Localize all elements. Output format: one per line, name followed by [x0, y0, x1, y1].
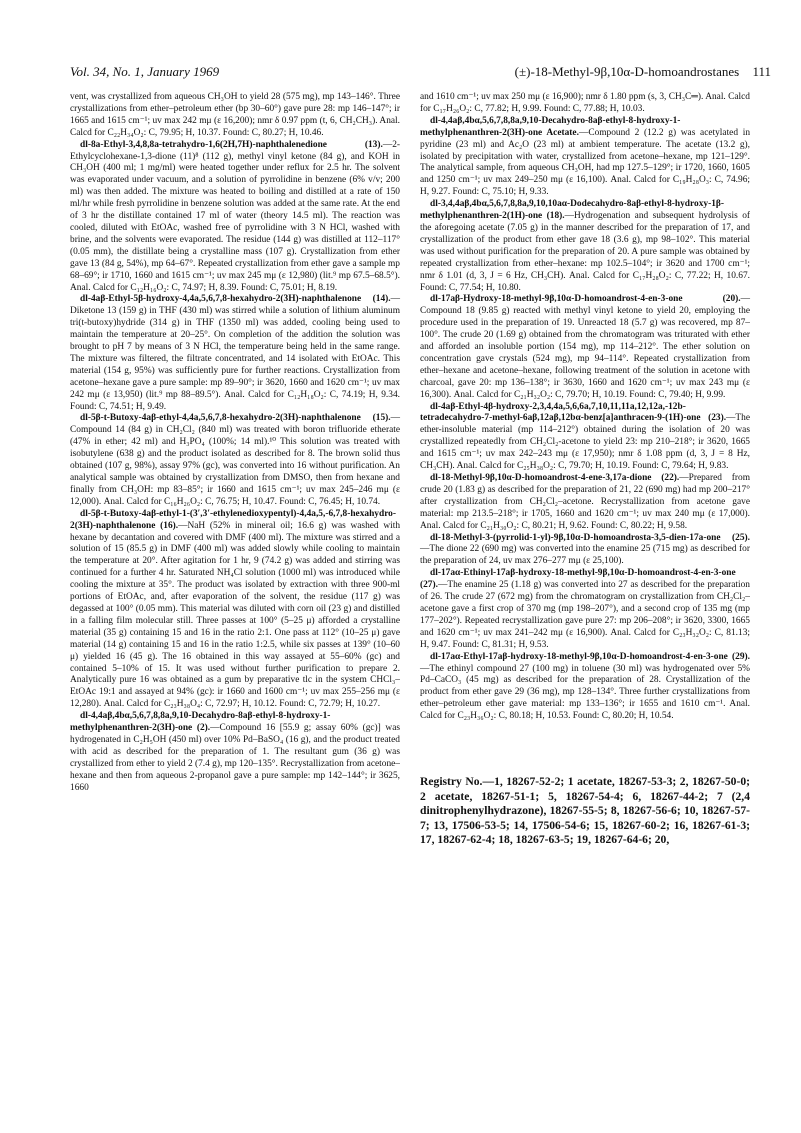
paragraph-text: —2-Ethylcyclohexane-1,3-dione (11)⁸ (112 g), methyl vinyl ketone (84 g), and KOH in CH₃OH (400 ml; 1 mg/ml) were heated together under reflux for 2.5 hr. The solvent was evaporated under vacuum, and a solution of pyrrolidine in benzene (6% v/v; 200 ml) was then added. The mixture was heated to boiling and distilled at a rate of 150 ml/hr while fresh pyrrolidine in benzene solution was added at the same rate. At the end of 3 hr the distillate contained 17 ml of water (theory 14.5 ml). The reaction was cooled, diluted with EtOAc, washed free of pyrrolidine with 3 N HCl, washed with brine, and the solvents were evaporated. The residue (144 g) was distilled at 112–117° (0.05 mm), the distillate being a crystalline mass (107 g). Crystallization from ether gave 13 (84 g, 54%), mp 64–67°. Repeated crystallization from ether gave a sample mp 68–69°; ir 1710, 1660 and 1615 cm⁻¹; uv max 245 mμ (ε 12,980) (lit.⁹ mp 67.5–68.5°). Anal. Calcd for C₁₂H₁₆O₂: C, 74.97; H, 8.39. Found: C, 75.01; H, 8.19. [70, 139, 400, 293]
paragraph [420, 199, 750, 294]
paragraph [70, 413, 400, 508]
compound-name: dl-4aβ-Ethyl-5β-hydroxy-4,4a,5,6,7,8-hexahydro-2(3H)-naphthalenone (14). [80, 294, 391, 305]
paragraph-text: —Diketone 13 (159 g) in THF (430 ml) was stirred while a solution of lithium aluminum tri(t-butoxy)hydride (314 g) in THF (1350 ml) was added, cooling being used to maintain the temperature at 20–25°. On completion of the addition the solution was brought to pH 7 by means of 3 N HCl, the temperature being held in the same range. The mixture was filtered, the filtrate concentrated, and 14 isolated with EtOAc. This material (154 g, 95%) was sufficiently pure for further reactions. Crystallization from acetone–hexane gave a pure sample: mp 89–90°; ir 3620, 1660 and 1620 cm⁻¹; uv max 242 mμ (ε 13,950) (lit.⁹ mp 88–89.5°). Anal. Calcd for C₁₂H₁₈O₂: C, 74.19; H, 9.34. Found: C, 74.51; H, 9.49. [70, 294, 400, 412]
running-title: (±)-18-Methyl-9β,10α-D-homoandrostanes [514, 64, 740, 79]
paragraph-text: —The ethinyl compound 27 (100 mg) in toluene (30 ml) was hydrogenated over 5% Pd–CaCO₃ (45 mg) as described for the preparation of 28. Crystallization of the product from ether gave 29 (36 mg), mp 128–134°. Three further crystallizations from ether–petroleum ether gave material: mp 133–136°; ir 1655 and 1610 cm⁻¹. Anal. Calcd for C₂₃H₃₆O₂: C, 80.18; H, 10.53. Found: C, 80.20; H, 10.54. [420, 663, 750, 722]
journal-citation: Vol. 34, No. 1, January 1969 [70, 64, 220, 79]
compound-name: dl-18-Methyl-3-(pyrrolid-1-yl)-9β,10α-D-homoandrosta-3,5-dien-17a-one (25). [430, 532, 750, 543]
paragraph [420, 294, 750, 401]
paragraph [420, 533, 750, 569]
registry-text: —1, 18267-52-2; 1 acetate, 18267-53-3; 2, 18267-50-0; 2 acetate, 18267-51-1; 5, 18267-54-4; 6, 18267-44-2; 7 (2,4 dinitrophenylhydrazone), 18267-55-5; 8, 18267-56-6; 10, 18267-57-7; 13, 17506-53-5; 14, 17506-54-6; 15, 18267-60-2; 16, 18267-61-3; 17, 18267-62-4; 18, 18267-63-5; 19, 18267-64-6; 20, [420, 775, 750, 847]
paragraph [420, 568, 750, 651]
header-right [515, 64, 771, 80]
registry-label: Registry No. [420, 775, 483, 789]
paragraph [420, 652, 750, 723]
paragraph-text: —Compound 16 [55.9 g; assay 60% (gc)] was hydrogenated in C₂H₅OH (450 ml) over 10% Pd–BaSO₄ (16 g), and the product treated with acid as described for the preparation of 1. The resultant gum (36 g) was crystallized from ether to yield 2 (7.4 g), mp 120–135°. Recrystallization from acetone–hexane and then from aqueous 2-propanol gave a pure sample: mp 142–144°; ir 3625, 1660 [70, 723, 400, 793]
compound-name: dl-4,4aβ,4bα,5,6,7,8,8a,9,10-Decahydro-8aβ-ethyl-8-hydroxy-1-methylphenanthren-2(3H)-one (2). [70, 711, 331, 734]
paragraph-text: —The enamine 25 (1.18 g) was converted into 27 as described for the preparation of 26. The crude 27 (672 mg) from the chromatogram on crystallization from CH₂Cl₂–acetone gave a first crop of 370 mg (mp 198–207°), and a second crop of 135 mg (mp 177–202°). Repeated recrystallization gave pure 27: mp 206–208°; ir 3620, 3300, 1665 and 1620 cm⁻¹; uv max 241–242 mμ (ε 16,900). Anal. Calcd for C₂₃H₃₂O₂: C, 81.13; H, 9.47. Found: C, 81.31; H, 9.53. [420, 580, 750, 650]
paragraph [420, 92, 750, 116]
paragraph-text: —Compound 2 (12.2 g) was acetylated in pyridine (23 ml) and Ac₂O (23 ml) at ambient temperature. The acetate (13.2 g), isolated by precipitation with water, crystallized from acetone–hexane, mp 121–129°. The analytical sample, from aqueous CH₃OH, had mp 127.5–129°; ir 1720, 1660, 1605 and 1250 cm⁻¹; uv max 249–250 mμ (ε 16,100). Anal. Calcd for C₁₉H₂₈O₃: C, 74.96; H, 9.27. Found: C, 75.10; H, 9.33. [420, 127, 751, 198]
paragraph-text: and 1610 cm⁻¹; uv max 250 mμ (ε 16,900); nmr δ 1.80 ppm (s, 3, CH₃C═). Anal. Calcd for C₁₇H₂₆O₂: C, 77.82; H, 9.99. Found: C, 77.88; H, 10.03. [420, 92, 750, 114]
compound-name: dl-17aβ-Hydroxy-18-methyl-9β,10α-D-homoandrost-4-en-3-one (20). [430, 294, 741, 305]
paragraph [420, 402, 750, 473]
compound-name: dl-4aβ-Ethyl-4β-hydroxy-2,3,4,4a,5,6,6a,7,10,11,11a,12,12a,-12b-tetradecahydro-7-methyl-6aβ,12aβ,12bα-benz[a]anthracen-9-(1H)-one (23). [420, 401, 727, 424]
compound-name: dl-8a-Ethyl-3,4,8,8a-tetrahydro-1,6(2H,7H)-naphthalenedione (13). [80, 139, 383, 150]
paragraph-text: vent, was crystallized from aqueous CH₃OH to yield 28 (575 mg), mp 143–146°. Three crystallizations from ether–petroleum ether (bp 30–60°) gave pure 28: mp 146–147°; ir 1665 and 1615 cm⁻¹; uv max 242 mμ (ε 16,200); nmr δ 0.97 ppm (t, 6, CH₂CH₃). Anal. Calcd for C₂₂H₃₄O₂: C, 79.95; H, 10.37. Found: C, 80.27; H, 10.46. [70, 92, 400, 138]
paragraph-text: —Prepared from crude 20 (1.83 g) as described for the preparation of 21, 22 (690 mg) had mp 200–217° after crystallization from CH₂Cl₂–acetone. Recrystallization from acetone gave material: mp 213.5–218°; ir 1705, 1660 and 1620 cm⁻¹; uv max 240 mμ (ε 17,000). Anal. Calcd for C₂₁H₃₀O₂: C, 80.21; H, 9.62. Found: C, 80.22; H, 9.58. [420, 473, 751, 531]
running-header [70, 64, 771, 84]
paragraph [70, 92, 400, 140]
paragraph [70, 294, 400, 413]
paragraph [420, 116, 750, 199]
paragraph-text: —NaH (52% in mineral oil; 16.6 g) was washed with hexane by decantation and covered with DMF (400 ml). The mixture was stirred and a solution of 15 (85.5 g) in DMF (400 ml) was added slowly while cooling to maintain the temperature at 20°. After agitation for 1 hr, 9 (74.2 g) was added and stirring was continued for a further 4 hr. Saturated NH₄Cl solution (1000 ml) was introduced while cooling the mixture at 35°. The product was isolated by extraction with three 900-ml portions of EtOAc, and, after evaporation of the solvent, the residue (117 g) was degassed at 100° (0.05 mm). This material was diluted with corn oil (23 g) and distilled in a falling film molecular still. Three passes at 100° (5–25 μ) afforded a crystalline material (35 g) containing 15 and 16 in the ratio 2:1. One pass at 112° (10–25 μ) gave material (14 g) containing 15 and 16 in the ratio 1:2.5, while six passes at 139° (10–60 μ) yielded 16 (45 g). The 16 obtained in this way assayed at 55–60% (gc) and contained 5–10% of 15. It was used without further purification to prepare 2. Analytically pure 16 was obtained as a gum by preparative tlc in the system CHCl₃–EtOAc 19:1 and assayed at 94% (gc): ir 1660 and 1600 cm⁻¹; uv max 255–256 mμ (ε 12,280). Anal. Calcd for C₂₃H₃₈O₄: C, 72.97; H, 10.12. Found: C, 72.79; H, 10.27. [70, 520, 401, 710]
compound-name: dl-5β-t-Butoxy-4aβ-ethyl-4,4a,5,6,7,8-hexahydro-2(3H)-naphthalenone (15). [80, 413, 391, 424]
paragraph-text: —The dione 22 (690 mg) was converted into the enamine 25 (715 mg) as described for the preparation of 24, uv max 276–277 mμ (ε 25,100). [420, 544, 750, 567]
right-column [420, 92, 750, 848]
compound-name: dl-17aα-Ethinyl-17aβ-hydroxy-18-methyl-9β,10α-D-homoandrost-4-en-3-one (27). [420, 568, 736, 591]
compound-name: dl-5β-t-Butoxy-4aβ-ethyl-1-(3′,3′-ethylenedioxypentyl)-4,4a,5,-6,7,8-hexahydro-2(3H)-naphthalenone (16). [70, 508, 396, 531]
paragraph-text: —Hydrogenation and subsequent hydrolysis of the aforegoing acetate (7.05 g) in the manner described for the preparation of 17, and crystallization of the product from ether gave 18 (3.6 g), mp 98–102°. This material was used without purification for the preparation of 20. A pure sample was obtained by repeated crystallization from ether–hexane: mp 102.5–104°; ir 3620 and 1700 cm⁻¹; nmr δ 1.01 (d, 3, J = 6 Hz, CH₃CH). Anal. Calcd for C₁₇H₂₈O₂: C, 77.22; H, 10.67. Found: C, 77.54; H, 10.80. [420, 211, 751, 293]
compound-name: dl-3,4,4aβ,4bα,5,6,7,8,8a,9,10,10aα-Dodecahydro-8aβ-ethyl-8-hydroxy-1β-methylphenanthren-2(1H)-one (18). [420, 199, 724, 222]
page-number: 111 [752, 64, 771, 79]
paragraph [70, 711, 400, 794]
paragraph-text: —The ether-insoluble material (mp 114–212°) obtained during the isolation of 20 was crystallized repeatedly from CH₂Cl₂-acetone to yield 23: mp 210–218°; ir 3620, 1665 and 1615 cm⁻¹; uv max 242–243 mμ (ε 17,950); nmr δ 1.08 ppm (d, 3, J = 8 Hz, CH₃CH). Anal. Calcd for C₂₅H₃₈O₂: C, 79.70; H, 10.19. Found: C, 79.64; H, 9.83. [420, 413, 750, 472]
paragraph-text: —Compound 14 (84 g) in CH₂Cl₂ (840 ml) was treated with boron trifluoride etherate (47% in ether; 42 ml) and H₃PO₄ (100%; 14 ml).¹⁰ This solution was treated with isobutylene (638 g) and the product isolated as described for 8. The brown solid thus obtained (107 g, 98%), assay 97% (gc), was converted into 16 without purification. An analytical sample was obtained by crystallization from DMSO, then from hexane and finally from CH₃OH: mp 83–85°; ir 1660 and 1615 cm⁻¹; uv max 245–246 mμ (ε 12,000). Anal. Calcd for C₁₆H₂₆O₂: C, 76.75; H, 10.47. Found: C, 76.45; H, 10.74. [70, 413, 400, 507]
paragraph [70, 509, 400, 711]
left-column [70, 92, 400, 794]
paragraph-text: —Compound 18 (9.85 g) reacted with methyl vinyl ketone to yield 20, employing the procedure used in the preparation of 19. Unreacted 18 (5.7 g) was recovered, mp 87–100°. The crude 20 (1.69 g) obtained from the chromatogram was triturated with ether and afforded an insoluble portion (154 mg), mp 114–212°. The ether solution on concentration gave crystals (524 mg), mp 94–114°. Repeated crystallization from ether–hexane and acetone–hexane, following treatment of the solution in acetone with charcoal, gave 20: mp 136–138°; ir 3630, 1660 and 1620 cm⁻¹; uv max 243 mμ (ε 16,300). Anal. Calcd for C₂₁H₃₂O₂: C, 79.70; H, 10.19. Found: C, 79.40; H, 9.99. [420, 294, 750, 400]
compound-name: dl-18-Methyl-9β,10α-D-homoandrost-4-ene-3,17a-dione (22). [430, 473, 680, 483]
compound-name: dl-4,4aβ,4bα,5,6,7,8,8a,9,10-Decahydro-8aβ-ethyl-8-hydroxy-1-methylphenanthren-2(3H)-one Acetate. [420, 115, 681, 138]
paragraph [70, 140, 400, 295]
registry-numbers [420, 775, 750, 848]
paragraph [420, 473, 750, 533]
compound-name: dl-17aα-Ethyl-17aβ-hydroxy-18-methyl-9β,10α-D-homoandrost-4-en-3-one (29). [430, 651, 750, 662]
